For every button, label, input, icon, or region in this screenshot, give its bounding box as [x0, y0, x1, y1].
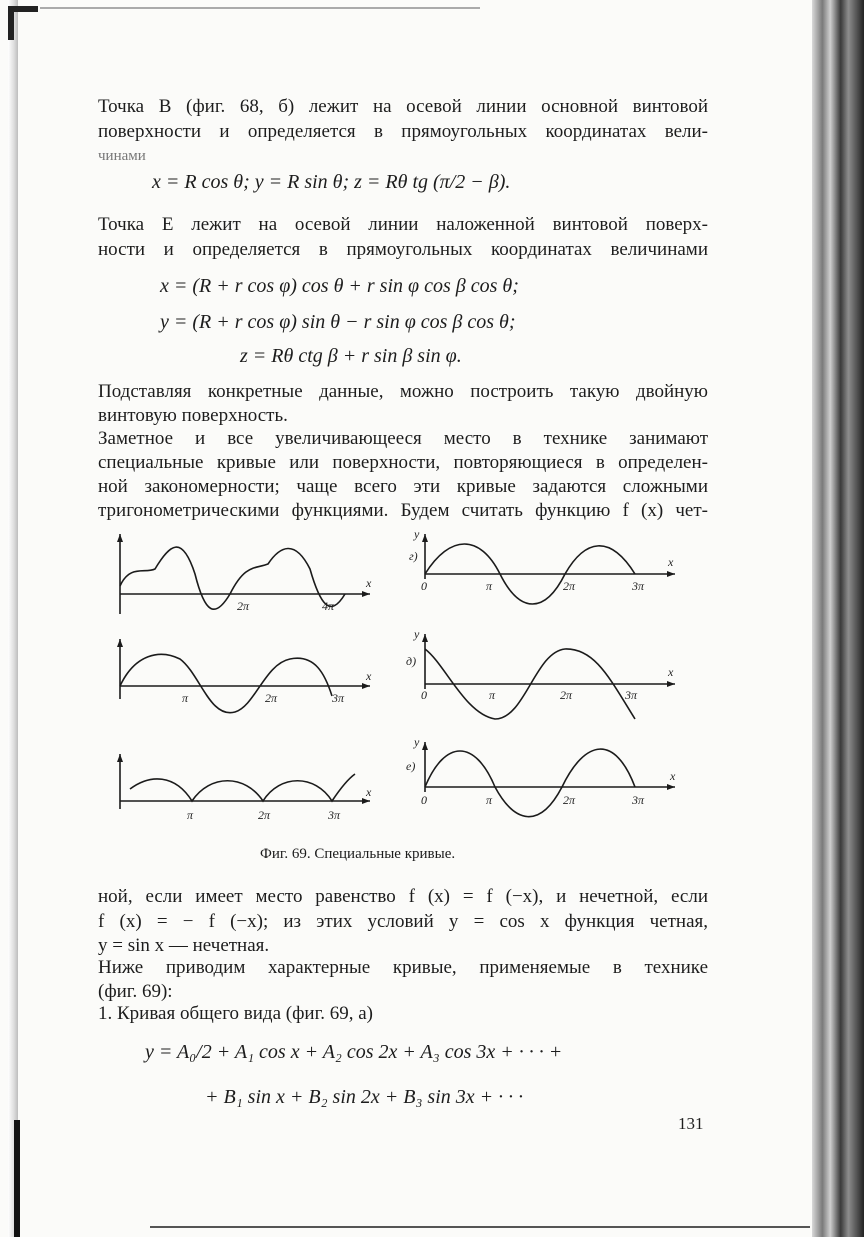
text-line: ной закономерности; чаще всего эти кривые задаются сложными	[98, 476, 708, 497]
text-line: тригонометрическими функциями. Будем считать функцию f (x) чет-	[98, 500, 708, 521]
curve-a	[120, 547, 345, 609]
scan-right-edge	[812, 0, 864, 1237]
tick-label: 3π	[328, 808, 341, 822]
text-line: 1. Кривая общего вида (фиг. 69, а)	[98, 1003, 373, 1024]
left-panel-3	[120, 754, 370, 809]
figure-caption: Фиг. 69. Специальные кривые.	[260, 846, 456, 862]
right-panel-d	[425, 634, 675, 719]
formula-y: y = (R + r cos φ) sin θ − r sin φ cos β cos θ;	[160, 311, 516, 333]
tick-label: π	[489, 688, 496, 702]
formula-x: x = (R + r cos φ) cos θ + r sin φ cos β cos θ;	[160, 275, 519, 297]
panel-letter: е)	[406, 759, 416, 773]
scan-bottom-rule	[150, 1226, 810, 1228]
y-label: y	[414, 627, 420, 641]
x-label: x	[670, 769, 676, 783]
text-line: чинами	[98, 148, 146, 164]
x-label: x	[668, 665, 674, 679]
tick-label: 3π	[625, 688, 638, 702]
formula-fourier-2: + B₁ sin x + B₂ sin 2x + B₃ sin 3x + · · ·	[205, 1086, 524, 1108]
formula-z: z = Rθ ctg β + r sin β sin φ.	[240, 345, 462, 367]
tick-label: 0	[421, 793, 427, 807]
text-line: ной, если имеет место равенство f (x) = f (−x), и нечетной, если	[98, 886, 708, 907]
formula-point-b: x = R cos θ; y = R sin θ; z = Rθ tg (π/2 − β).	[152, 171, 511, 193]
curve-e	[425, 749, 635, 817]
page-number: 131	[678, 1114, 704, 1133]
tick-label: π	[187, 808, 194, 822]
scan-corner-mark	[8, 6, 38, 40]
tick-label: π	[486, 793, 493, 807]
axis-label: x	[366, 576, 372, 590]
y-label: y	[414, 527, 420, 541]
text-line: винтовую поверхность.	[98, 405, 288, 426]
axis-label: x	[366, 669, 372, 683]
tick-label: 3π	[332, 691, 345, 705]
text-line: специальные кривые или поверхности, повторяющиеся в определен-	[98, 452, 708, 473]
tick-label: 3π	[632, 579, 645, 593]
curve-c	[130, 774, 355, 801]
tick-label: 0	[421, 579, 427, 593]
scan-left-shadow	[14, 1120, 20, 1237]
y-label: y	[414, 735, 420, 749]
text-line: Подставляя конкретные данные, можно построить такую двойную	[98, 381, 708, 402]
text-line: поверхности и определяется в прямоугольных координатах вели-	[98, 121, 708, 142]
tick-label: 2π	[560, 688, 573, 702]
tick-label: 0	[421, 688, 427, 702]
text-line: Точка E лежит на осевой линии наложенной винтовой поверх-	[98, 214, 708, 235]
right-panel-g	[425, 534, 675, 604]
axis-label: x	[366, 785, 372, 799]
tick-label: π	[182, 691, 189, 705]
text-line: Заметное и все увеличивающееся место в технике занимают	[98, 428, 708, 449]
x-label: x	[668, 555, 674, 569]
panel-letter: г)	[409, 549, 418, 563]
tick-label: 2π	[265, 691, 278, 705]
tick-label: 4π	[322, 599, 335, 613]
tick-label: 2π	[563, 793, 576, 807]
text-line: Точка B (фиг. 68, б) лежит на осевой линии основной винтовой	[98, 96, 708, 117]
tick-label: π	[486, 579, 493, 593]
text-line: f (x) = − f (−x); из этих условий y = cos x функция четная,	[98, 911, 708, 932]
curve-b	[120, 654, 332, 712]
text-line: ности и определяется в прямоугольных координатах величинами	[98, 239, 708, 260]
text-line: y = sin x — нечетная.	[98, 935, 270, 956]
tick-label: 2π	[258, 808, 271, 822]
text-line: (фиг. 69):	[98, 981, 173, 1002]
tick-label: 2π	[237, 599, 250, 613]
figure-special-curves	[100, 524, 700, 834]
scan-top-rule	[40, 7, 480, 9]
text-line: Ниже приводим характерные кривые, применяемые в технике	[98, 957, 708, 978]
tick-label: 3π	[632, 793, 645, 807]
formula-fourier-1: y = A₀/2 + A₁ cos x + A₂ cos 2x + A₃ cos 3x + · · · +	[145, 1041, 563, 1063]
panel-letter: д)	[406, 654, 417, 668]
tick-label: 2π	[563, 579, 576, 593]
scan-left-edge	[8, 0, 18, 1237]
